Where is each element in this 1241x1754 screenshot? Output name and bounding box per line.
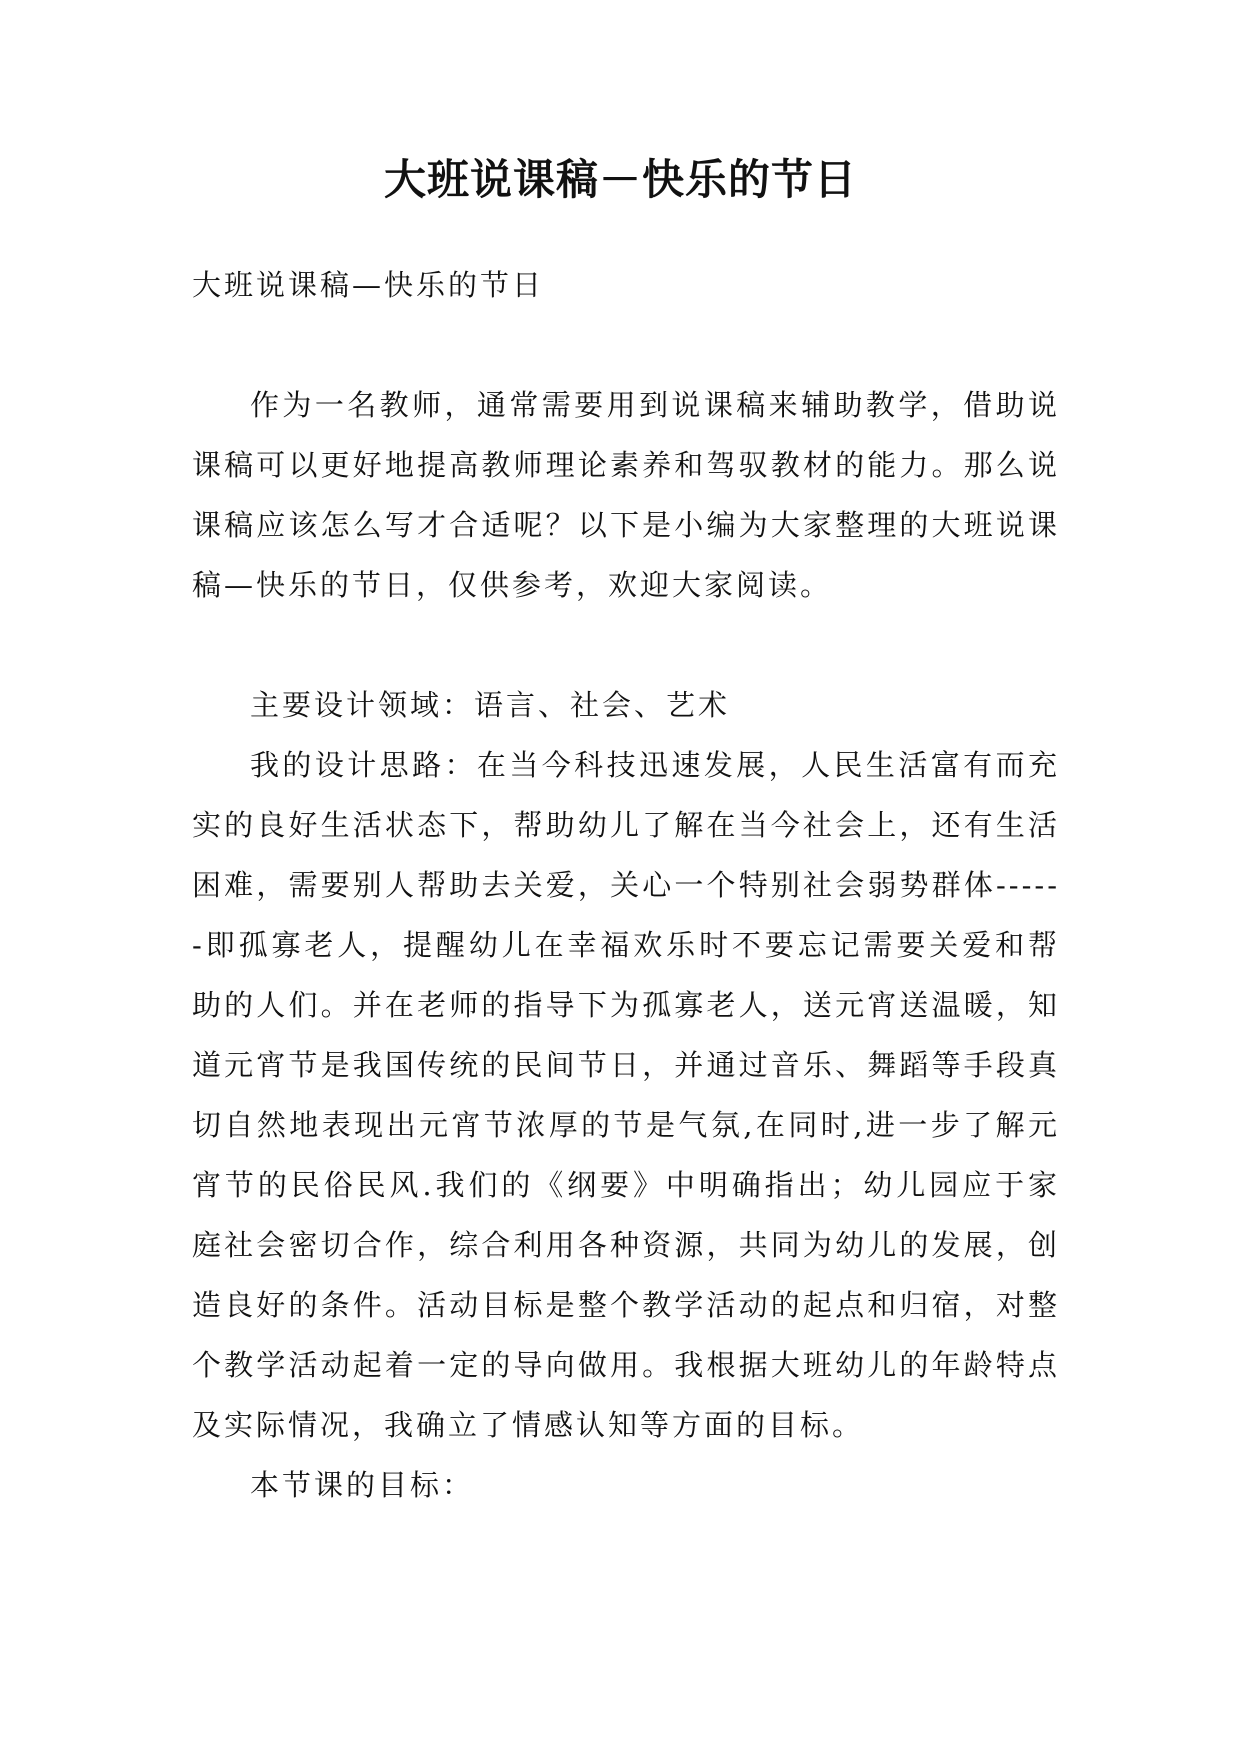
design-domain-paragraph: 主要设计领域：语言、社会、艺术 [250,688,731,722]
intro-paragraph: 作为一名教师，通常需要用到说课稿来辅助教学，借助说课稿可以更好地提高教师理论素养和驾驭教材的能力。那么说课稿应该怎么写才合适呢？以下是小编为大家整理的大班说课稿—快乐的节日，仅供参考，欢迎大家阅读。 [192,388,1060,602]
document-subtitle: 大班说课稿—快乐的节日 [192,268,545,302]
document-body [192,255,1060,1515]
design-thinking-paragraph: 我的设计思路：在当今科技迅速发展，人民生活富有而充实的良好生活状态下，帮助幼儿了解在当今社会上，还有生活困难，需要别人帮助去关爱，关心一个特别社会弱势群体------即孤寡老人，提醒幼儿在幸福欢乐时不要忘记需要关爱和帮助的人们。并在老师的指导下为孤寡老人，送元宵送温暖，知道元宵节是我国传统的民间节日，并通过音乐、舞蹈等手段真切自然地表现出元宵节浓厚的节是气氛,在同时,进一步了解元宵节的民俗民风.我们的《纲要》中明确指出；幼儿园应于家庭社会密切合作，综合利用各种资源，共同为幼儿的发展，创造良好的条件。活动目标是整个教学活动的起点和归宿，对整个教学活动起着一定的导向做用。我根据大班幼儿的年龄特点及实际情况，我确立了情感认知等方面的目标。 [192,748,1060,1442]
document-title: 大班说课稿－快乐的节日 [383,155,857,204]
lesson-goals-paragraph: 本节课的目标： [250,1468,475,1502]
